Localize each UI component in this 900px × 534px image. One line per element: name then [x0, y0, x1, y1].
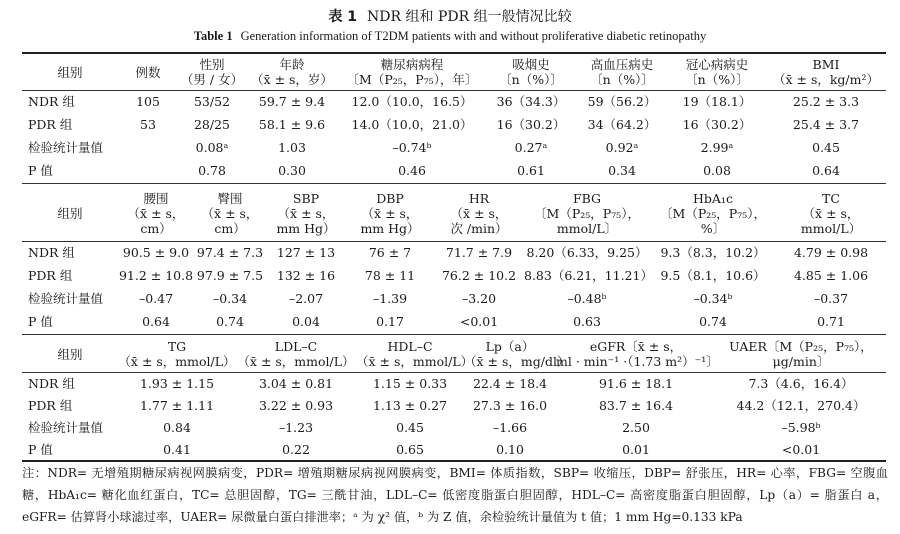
table-cell: –1.23	[278, 419, 314, 435]
table-cell: 44.2（12.1，270.4）	[736, 397, 866, 413]
header-cell	[236, 336, 356, 372]
header-line: BMI	[812, 57, 840, 72]
caption-en-title: Generation information of T2DM patients with and without proliferative diabetic retinopathy	[240, 29, 707, 43]
header-row	[22, 54, 886, 90]
table-cell: 3.22 ± 0.93	[258, 397, 334, 413]
header-cell	[650, 185, 776, 241]
header-cell	[22, 54, 118, 90]
table-cell: 0.30	[278, 163, 306, 178]
header-cell	[118, 54, 178, 90]
header-cell	[346, 185, 434, 241]
header-line: FBG	[572, 190, 602, 206]
table-row	[22, 287, 886, 310]
table-cell: 9.5（8.1，10.6）	[660, 268, 766, 283]
table-cell: 78 ± 11	[364, 268, 416, 283]
header-rule-2	[22, 241, 886, 242]
table-cell: 36（34.3）	[496, 94, 566, 109]
header-cell	[576, 54, 668, 90]
header-line: 〔M（P₂₅，P₇₅），	[660, 205, 766, 221]
header-line: 〔n（%）〕	[590, 72, 654, 87]
table-cell: 1.93 ± 1.15	[139, 375, 215, 391]
table-cell: 0.74	[699, 314, 727, 329]
row-label: PDR 组	[28, 397, 73, 413]
table-cell: 105	[136, 94, 160, 109]
table-cell: 0.64	[142, 314, 170, 329]
table-row	[22, 310, 886, 333]
header-line: 次 /min）	[450, 220, 508, 236]
table-cell: 0.61	[517, 163, 545, 178]
header-line: TC	[822, 190, 840, 206]
header-line: 〔M（P₂₅，P₇₅），	[534, 205, 640, 221]
table-cell: 0.17	[376, 314, 404, 329]
header-line: （x̄ ± s，	[450, 205, 508, 221]
header-line: （男 / 女）	[180, 72, 244, 87]
header-line: mmol/L）	[800, 220, 862, 236]
table-cell: 97.4 ± 7.3	[196, 245, 264, 260]
table-cell: 0.10	[496, 441, 524, 457]
table-cell: 76 ± 7	[368, 245, 412, 260]
table-cell: 0.45	[812, 140, 840, 155]
header-cell	[776, 185, 886, 241]
table-cell: –0.47	[138, 291, 174, 306]
header-cell	[266, 185, 346, 241]
table-cell: 127 ± 13	[276, 245, 336, 260]
table-cell: 1.13 ± 0.27	[372, 397, 448, 413]
header-line: （x̄ ± s，	[201, 205, 259, 221]
header-line: mm Hg）	[276, 220, 336, 236]
row-label: PDR 组	[28, 117, 73, 132]
header-line: Lp（a）	[485, 339, 535, 354]
header-line: ml · min⁻¹ ·（1.73 m²）⁻¹〕	[556, 354, 719, 369]
table-row	[22, 113, 886, 136]
caption-cn-label: 表 1	[328, 9, 358, 25]
header-line: mmol/L〕	[556, 220, 618, 236]
row-label: 检验统计量值	[28, 291, 104, 306]
table-cell: 16（30.2）	[496, 117, 566, 132]
header-line: mm Hg）	[360, 220, 420, 236]
table-cell: 1.15 ± 0.33	[372, 375, 448, 391]
header-cell	[668, 54, 766, 90]
header-line: SBP	[292, 190, 320, 206]
header-line: （x̄ ± s，mmol/L）	[356, 354, 474, 369]
table-cell: 90.5 ± 9.0	[122, 245, 190, 260]
table-cell: 0.92ᵃ	[605, 140, 639, 155]
table-cell: –1.66	[492, 419, 528, 435]
table-cell: 8.83（6.21，11.21）	[524, 268, 653, 283]
header-line: 糖尿病病程	[380, 57, 444, 72]
header-cell	[22, 185, 118, 241]
table-cell: 0.74	[216, 314, 244, 329]
table-caption-en	[0, 29, 900, 44]
table-cell: 0.04	[292, 314, 320, 329]
table-row	[22, 90, 886, 113]
header-line: TG	[167, 339, 187, 354]
caption-en-label: Table 1	[193, 29, 233, 43]
header-line: UAER〔M（P₂₅，P₇₅），	[729, 339, 873, 354]
table-cell: 91.6 ± 18.1	[598, 375, 674, 391]
header-rule-1	[22, 90, 886, 91]
table-cell: 0.01	[622, 441, 650, 457]
header-rule-3	[22, 372, 886, 373]
table-cell: 12.0（10.0，16.5）	[351, 94, 473, 109]
caption-cn-title: NDR 组和 PDR 组一般情况比较	[367, 9, 572, 25]
table-cell: 0.08	[703, 163, 731, 178]
table-cell: 0.63	[573, 314, 601, 329]
header-line: 组别	[57, 64, 83, 80]
header-cell	[178, 54, 246, 90]
table-cell: 34（64.2）	[587, 117, 657, 132]
table-cell: 0.41	[163, 441, 191, 457]
header-cell	[118, 185, 194, 241]
table-cell: 0.34	[608, 163, 636, 178]
header-line: （x̄ ± s，kg/m²）	[772, 72, 880, 87]
row-label: P 值	[28, 441, 53, 457]
table-cell: –2.07	[288, 291, 324, 306]
header-line: 〔n（%）〕	[499, 72, 563, 87]
header-line: 冠心病病史	[685, 57, 749, 72]
block-rule-1	[22, 183, 886, 184]
header-line: （x̄ ± s，mg/dl）	[464, 354, 570, 369]
header-line: 组别	[57, 346, 83, 362]
row-label: NDR 组	[28, 245, 75, 260]
table-cell: 0.71	[817, 314, 845, 329]
table-cell: 3.04 ± 0.81	[258, 375, 334, 391]
table-cell: 19（18.1）	[682, 94, 752, 109]
table-cell: 0.64	[812, 163, 840, 178]
table-cell: –0.48ᵇ	[567, 291, 607, 306]
header-line: 性别	[199, 57, 225, 72]
table-cell: –0.37	[813, 291, 849, 306]
block-rule-2	[22, 334, 886, 335]
header-line: 臀围	[217, 190, 243, 206]
header-line: （x̄ ± s，	[127, 205, 185, 221]
header-cell	[338, 54, 486, 90]
header-cell	[486, 54, 576, 90]
table-cell: –0.74ᵇ	[392, 140, 432, 155]
table-row	[22, 416, 886, 438]
header-line: HR	[468, 190, 490, 206]
header-cell	[766, 54, 886, 90]
table-cell: 2.50	[622, 419, 650, 435]
table-cell: 58.1 ± 9.6	[258, 117, 326, 132]
header-line: （x̄ ± s，mmol/L）	[237, 354, 355, 369]
table-cell: 1.77 ± 1.11	[139, 397, 215, 413]
table-cell: 14.0（10.0，21.0）	[351, 117, 473, 132]
header-line: 〔n（%）〕	[685, 72, 749, 87]
header-line: （x̄ ± s，	[361, 205, 419, 221]
table-cell: 0.78	[198, 163, 226, 178]
table-cell: 83.7 ± 16.4	[598, 397, 674, 413]
table-cell: 4.79 ± 0.98	[793, 245, 869, 260]
table-cell: 22.4 ± 18.4	[472, 375, 548, 391]
table-cell: <0.01	[459, 314, 499, 329]
row-label: NDR 组	[28, 94, 75, 109]
header-line: （x̄ ± s，	[277, 205, 335, 221]
header-cell	[556, 336, 719, 372]
header-cell	[716, 336, 886, 372]
table-cell: 0.27ᵃ	[514, 140, 548, 155]
table-cell: 132 ± 16	[276, 268, 336, 283]
table-block-1	[22, 54, 886, 182]
table-cell: 28/25	[193, 117, 231, 132]
table-caption-cn	[0, 6, 900, 26]
table-cell: 0.65	[396, 441, 424, 457]
table-cell: 8.20（6.33，9.25）	[526, 245, 648, 260]
table-cell: 25.4 ± 3.7	[792, 117, 860, 132]
row-label: 检验统计量值	[28, 140, 104, 155]
table-cell: <0.01	[781, 441, 821, 457]
header-cell	[22, 336, 118, 372]
table-note	[22, 462, 888, 528]
table-cell: 76.2 ± 10.2	[441, 268, 517, 283]
row-label: 检验统计量值	[28, 419, 104, 435]
header-line: HDL–C	[387, 339, 433, 354]
table-cell: –0.34ᵇ	[693, 291, 733, 306]
header-line: eGFR〔x̄ ± s，	[589, 339, 683, 354]
table-cell: 53	[140, 117, 156, 132]
header-line: %〕	[700, 220, 726, 236]
header-cell	[246, 54, 338, 90]
header-line: （x̄ ± s，岁）	[251, 72, 333, 87]
table-cell: 0.46	[398, 163, 426, 178]
header-line: 〔M（P₂₅，P₇₅），年〕	[346, 72, 478, 87]
header-cell	[434, 185, 524, 241]
table-row	[22, 264, 886, 287]
table-row	[22, 394, 886, 416]
header-line: 腰围	[143, 190, 169, 206]
table-cell: 53/52	[193, 94, 231, 109]
table-cell: 0.08ᵃ	[195, 140, 229, 155]
header-line: 例数	[135, 64, 161, 80]
table-cell: 59.7 ± 9.4	[258, 94, 326, 109]
table-cell: 71.7 ± 7.9	[445, 245, 513, 260]
table-cell: –0.34	[212, 291, 248, 306]
table-cell: 7.3（4.6，16.4）	[748, 375, 854, 391]
header-line: （x̄ ± s，mmol/L）	[118, 354, 236, 369]
header-line: 组别	[57, 205, 83, 221]
header-line: 高血压病史	[590, 57, 654, 72]
table-row	[22, 372, 886, 394]
table-block-3	[22, 336, 886, 460]
header-cell	[464, 336, 570, 372]
table-cell	[118, 136, 178, 159]
header-line: HbA₁c	[693, 190, 733, 206]
header-line: cm）	[140, 220, 172, 236]
header-line: μg/min〕	[772, 354, 830, 369]
table-row	[22, 159, 886, 182]
row-label: PDR 组	[28, 268, 73, 283]
table-cell: 16（30.2）	[682, 117, 752, 132]
table-cell: 1.03	[278, 140, 306, 155]
table-cell: 0.22	[282, 441, 310, 457]
table-note-text: 注：NDR= 无增殖期糖尿病视网膜病变，PDR= 增殖期糖尿病视网膜病变，BMI= 体质指数，SBP= 收缩压，DBP= 舒张压，HR= 心率，FBG= 空腹血糖，HbA₁c= 糖化血红蛋白，TC= 总胆固醇，TG= 三酰甘油，LDL–C= 低密度脂蛋白胆固醇，HDL–C= 高密度脂蛋白胆固醇，Lp（a）= 脂蛋白 a，eGFR= 估算肾小球滤过率，UAER= 尿微量白蛋白排泄率；ᵃ 为 χ² 值，ᵇ 为 Z 值，余检验统计量值为 t 值；1 mm Hg=0.133 kPa	[22, 466, 888, 524]
row-label: P 值	[28, 314, 53, 329]
table-cell: 91.2 ± 10.8	[118, 268, 194, 283]
table-cell: 25.2 ± 3.3	[792, 94, 860, 109]
header-row	[22, 336, 886, 372]
table-cell: –1.39	[372, 291, 408, 306]
header-cell	[524, 185, 650, 241]
table-cell: 27.3 ± 16.0	[472, 397, 548, 413]
table-cell: 4.85 ± 1.06	[793, 268, 869, 283]
table-block-2	[22, 185, 886, 333]
header-line: 吸烟史	[512, 57, 550, 72]
header-line: DBP	[376, 190, 404, 206]
table-cell: 0.45	[396, 419, 424, 435]
table-cell: 59（56.2）	[587, 94, 657, 109]
header-line: cm）	[214, 220, 246, 236]
table-cell: –3.20	[461, 291, 497, 306]
header-line: （x̄ ± s，	[802, 205, 860, 221]
table-cell	[118, 159, 178, 182]
table-row	[22, 438, 886, 460]
row-label: P 值	[28, 163, 53, 178]
table-cell: 2.99ᵃ	[700, 140, 734, 155]
header-cell	[356, 336, 474, 372]
header-cell	[194, 185, 266, 241]
table-cell: 9.3（8.3，10.2）	[660, 245, 766, 260]
table-row	[22, 241, 886, 264]
header-line: LDL–C	[274, 339, 318, 354]
table-cell: 0.84	[163, 419, 191, 435]
table-cell: 97.9 ± 7.5	[196, 268, 264, 283]
table-cell: –5.98ᵇ	[781, 419, 821, 435]
header-cell	[118, 336, 236, 372]
header-line: 年龄	[279, 57, 305, 72]
table-row	[22, 136, 886, 159]
row-label: NDR 组	[28, 375, 75, 391]
header-row	[22, 185, 886, 241]
